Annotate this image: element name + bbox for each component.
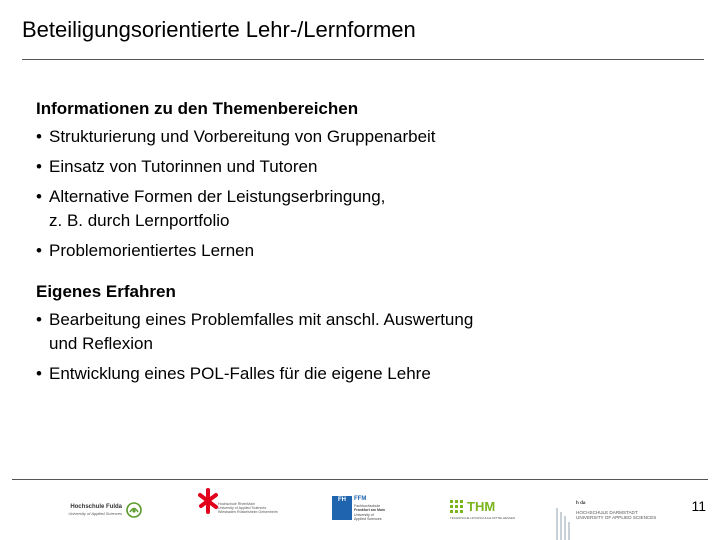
fulda-logo-subtitle: University of Applied Sciences (68, 511, 122, 516)
hda-pattern-icon (556, 508, 570, 540)
hda-logo-line: HOCHSCHULE DARMSTADT (576, 509, 638, 515)
list-item (36, 185, 636, 233)
bullet-list (36, 308, 636, 386)
bullet-icon: • (36, 364, 42, 383)
slide-content (36, 97, 636, 392)
list-item (36, 362, 636, 386)
footer-divider (12, 479, 708, 480)
slide-title: Beteiligungsorientierte Lehr-/Lernformen (22, 17, 416, 42)
list-item-text-continued: z. B. durch Lernportfolio (49, 211, 230, 230)
fh-frankfurt-box: FH (332, 496, 352, 520)
list-item-text-continued: und Reflexion (49, 334, 153, 353)
fh-frankfurt-line: Applied Sciences (354, 516, 382, 521)
list-item (36, 308, 636, 356)
fh-frankfurt-line: Fachhochschule (354, 504, 381, 508)
list-item-text: Bearbeitung eines Problemfalles mit anschl. Auswertung (49, 310, 474, 329)
list-item-text: Entwicklung eines POL-Falles für die eigene Lehre (49, 364, 431, 383)
list-item (36, 125, 636, 149)
section-heading: Eigenes Erfahren (36, 282, 176, 301)
list-item (36, 239, 636, 263)
section-heading: Informationen zu den Themenbereichen (36, 99, 359, 118)
rheinmain-star-icon (198, 488, 218, 514)
list-item-text: Problemorientiertes Lernen (49, 241, 255, 260)
rheinmain-logo-line: Hochschule RheinMain (218, 502, 255, 506)
rheinmain-logo-line: Wiesbaden Rüsselsheim Geisenheim (218, 510, 278, 515)
list-item-text: Einsatz von Tutorinnen und Tutoren (49, 157, 318, 176)
hda-logo-line: h da (576, 500, 586, 505)
fh-frankfurt-label: FFM (354, 496, 367, 502)
thm-grid-icon (450, 500, 464, 514)
fh-frankfurt-line: Frankfurt am Main (354, 508, 386, 513)
list-item-text: Strukturierung und Vorbereitung von Gruppenarbeit (49, 127, 436, 146)
bullet-icon: • (36, 127, 42, 146)
hochschule-darmstadt-logo (556, 500, 666, 540)
rheinmain-logo-line: University of Applied Sciences (218, 506, 267, 511)
list-item-text: Alternative Formen der Leistungserbringung, (49, 187, 386, 206)
bullet-list (36, 125, 636, 263)
hochschule-rheinmain-logo (196, 488, 286, 522)
fh-frankfurt-logo (332, 496, 402, 530)
page-number: 11 (691, 498, 706, 514)
hda-logo-line: UNIVERSITY OF APPLIED SCIENCES (576, 515, 657, 521)
bullet-icon: • (36, 241, 42, 260)
fh-frankfurt-line: University of (354, 512, 374, 517)
fulda-emblem-icon (126, 502, 142, 518)
list-item (36, 155, 636, 179)
hochschule-fulda-logo (62, 500, 144, 522)
fulda-logo-name: Hochschule Fulda (70, 504, 122, 510)
thm-logo (450, 500, 530, 524)
bullet-icon: • (36, 157, 42, 176)
section-eigenes-erfahren (36, 280, 636, 386)
title-divider (22, 59, 704, 60)
bullet-icon: • (36, 310, 42, 329)
section-themenbereiche (36, 97, 636, 263)
thm-logo-name: THM (467, 499, 496, 514)
bullet-icon: • (36, 187, 42, 206)
thm-logo-subtitle: TECHNISCHE HOCHSCHULE MITTELHESSEN (450, 516, 516, 520)
